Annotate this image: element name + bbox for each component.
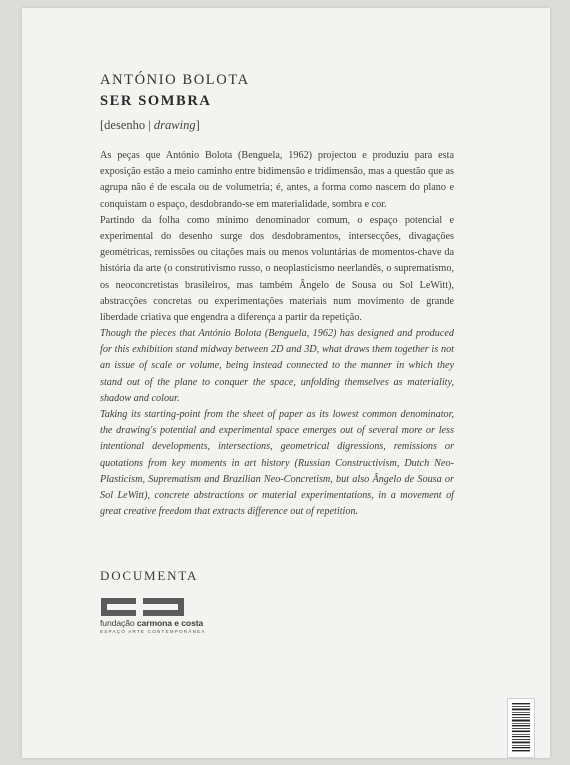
publisher-logo <box>100 597 206 641</box>
barcode-icon <box>507 698 535 758</box>
book-title: SER SOMBRA <box>100 93 212 109</box>
author-name: ANTÓNIO BOLOTA <box>100 72 250 88</box>
medium-label <box>100 118 200 133</box>
portuguese-text <box>100 148 454 326</box>
medium-en: drawing <box>153 118 196 132</box>
medium-bracket-close: ] <box>195 118 200 132</box>
medium-bracket-open: [ <box>100 118 105 132</box>
foundation-name <box>100 618 203 628</box>
medium-pt: desenho <box>104 118 146 132</box>
medium-separator: | <box>145 118 154 132</box>
foundation-name-bold: carmona e costa <box>136 618 204 628</box>
english-paragraph: Though the pieces that António Bolota (Benguela, 1962) has designed and produced for this exhibition stand midway between 2D and 3D, what draws them together is not an issue of scale or volume, being instead connected to the manner in which they stand out of the plane to conquer the space, unfolding themselves as materiality, shadow and colour. <box>100 328 454 404</box>
foundation-logo-mark-icon <box>100 597 186 617</box>
english-text <box>100 326 454 520</box>
portuguese-paragraph: As peças que António Bolota (Benguela, 1962) projectou e produziu para esta exposição estão a meio caminho entre bidimensão e tridimensão, mas a questão que as agrupa não é de escala ou de volumetria; é, antes, a forma como nascem do plano e conquistam o espaço, desdobrando-se em materialidade, sombra e cor. <box>100 150 454 210</box>
foundation-name-regular: fundação <box>100 618 137 628</box>
portuguese-paragraph: Partindo da folha como mínimo denominador comum, o espaço potencial e experimental do desenho surge dos desdobramentos, intersecções, divagações geométricas, remissões ou citações mais ou menos voluntárias de momentos-chave da história da arte (o construtivismo russo, o neoplasticismo neerlandês, o suprematismo, os neoconcretistas brasileiros, mas também Ângelo de Sousa ou Sol LeWitt), abstracções concretas ou experimentações materiais num movimento de grande liberdade criativa que engendra a diferença a partir da repetição. <box>100 214 454 324</box>
series-name: DOCUMENTA <box>100 568 199 583</box>
foundation-subtitle: ESPAÇO ARTE CONTEMPORÂNEA <box>100 629 206 634</box>
english-paragraph: Taking its starting-point from the sheet of paper as its lowest common denominator, the drawing's potential and experimental space emerges out of several more or less intentional developments, intersections, geometrical digressions, remissions or quotations from key moments in art history (Russian Constructivism, Dutch Neo-Plasticism, Suprematism and Brazilian Neo-Concretism, but also Ângelo de Sousa or Sol LeWitt), concrete abstractions or material experimentations, in a movement of great creative freedom that extracts difference out of repetition. <box>100 409 454 518</box>
barcode-bars <box>508 699 534 757</box>
